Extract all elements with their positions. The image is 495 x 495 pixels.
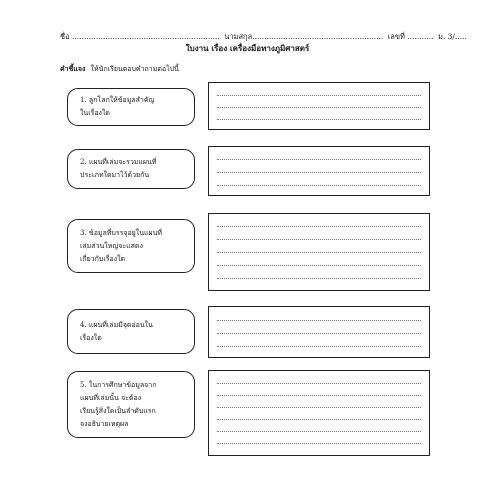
question-box-5: [67, 371, 195, 438]
question-box-4: [67, 309, 195, 354]
instruction-text: ให้นักเรียนตอบคำถามต่อไปนี้: [90, 65, 179, 73]
answer-box-4[interactable]: [208, 306, 430, 358]
answer-line: [217, 278, 421, 279]
answer-box-1[interactable]: [208, 82, 430, 130]
instruction: [60, 64, 179, 75]
question-text-1: 1. ลูกโลกให้ข้อมูลสำคัญ ในเรื่องใด: [80, 96, 155, 117]
question-box-1: [67, 88, 195, 126]
answer-line: [217, 346, 421, 347]
surname-field[interactable]: นามสกุล.......................................................: [224, 32, 384, 41]
answer-line: [217, 383, 421, 384]
answer-line: [217, 107, 421, 108]
question-box-2: [67, 149, 195, 189]
answer-line: [217, 252, 421, 253]
answer-line: [217, 265, 421, 266]
answer-line: [217, 320, 421, 321]
number-field[interactable]: เลขที่ ...........: [387, 32, 434, 41]
answer-box-3[interactable]: [208, 213, 430, 291]
question-box-3: [67, 219, 195, 273]
answer-box-5[interactable]: [208, 370, 430, 456]
class-field[interactable]: ม. 3/.....: [437, 32, 467, 41]
question-text-5: 5. ในการศึกษาข้อมูลจาก แผนที่เล่มนั้น จะต้อง เรียนรู้สิ่งใดเป็นลำดับแรก จงอธิบายเหตุผล: [80, 380, 157, 428]
answer-line: [217, 119, 421, 120]
answer-line: [217, 185, 421, 186]
answer-line: [217, 239, 421, 240]
answer-line: [217, 95, 421, 96]
answer-line: [217, 172, 421, 173]
answer-line: [217, 226, 421, 227]
question-text-3: 3. ข้อมูลที่บรรจุอยู่ในแผนที่ เล่มส่วนใหญ่จะแสดง เกี่ยวกับเรื่องใด: [80, 228, 162, 263]
question-text-2: 2. แผนที่เล่มจะรวมแผนที่ ประเภทใดมาไว้ด้วยกัน: [80, 158, 157, 179]
answer-line: [217, 395, 421, 396]
answer-line: [217, 407, 421, 408]
answer-line: [217, 333, 421, 334]
answer-line: [217, 443, 421, 444]
name-field[interactable]: ชื่อ ..............................................................: [60, 32, 220, 41]
answer-box-2[interactable]: [208, 146, 430, 196]
answer-line: [217, 431, 421, 432]
instruction-label: คำชี้แจง: [60, 64, 86, 73]
worksheet-title: ใบงาน เรื่อง เครื่องมือทางภูมิศาสตร์: [185, 43, 310, 53]
question-text-4: 4. แผนที่เล่มมีจุดอ่อนใน เรื่องใด: [80, 320, 153, 342]
answer-line: [217, 419, 421, 420]
answer-line: [217, 159, 421, 160]
